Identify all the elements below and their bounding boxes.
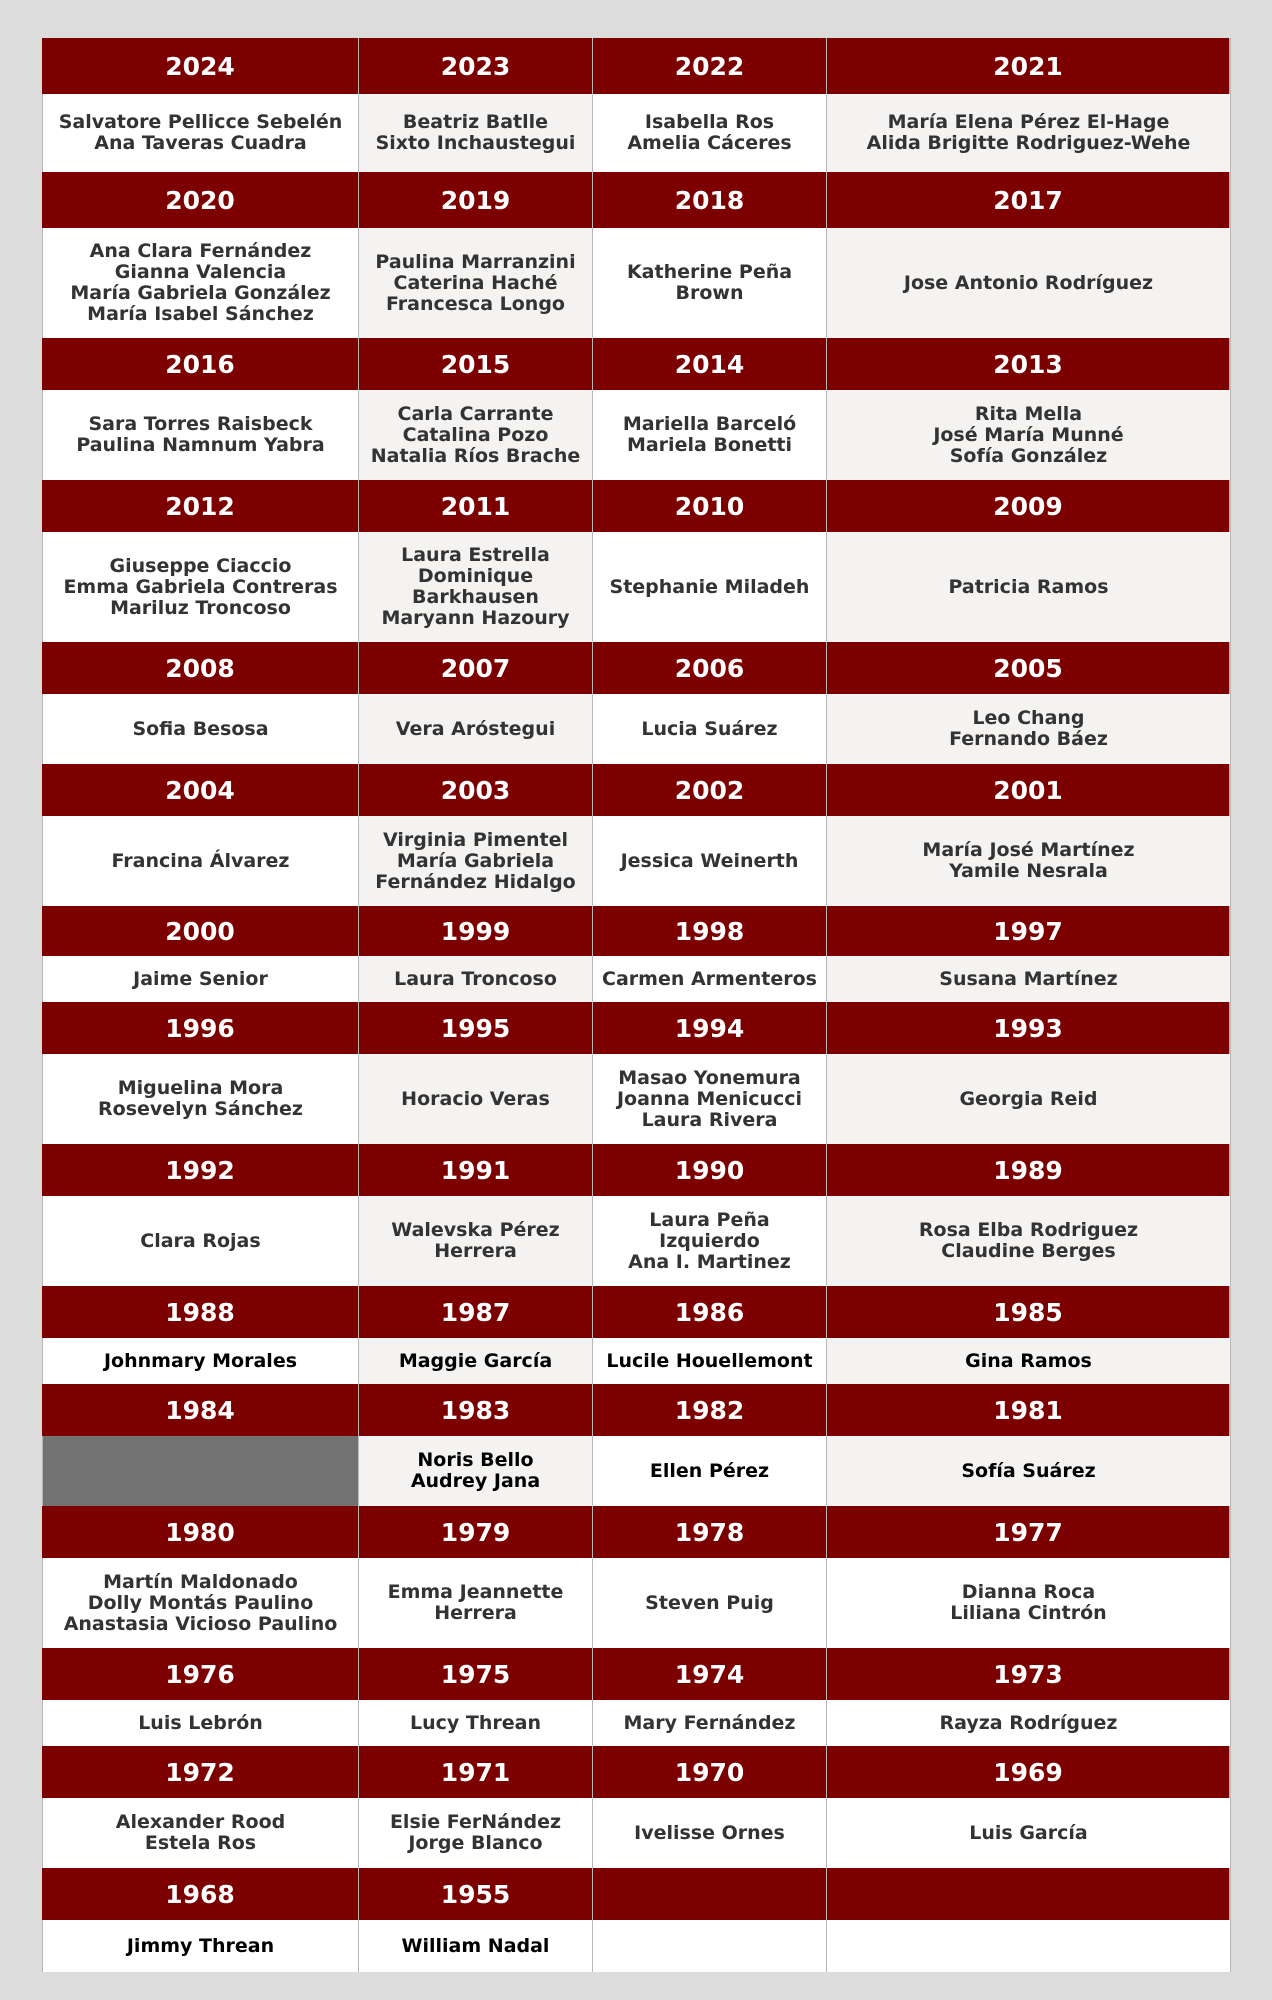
year-header: 1996 (42, 1002, 359, 1054)
year-header: 1979 (359, 1506, 593, 1558)
laureate-names-cell: Giuseppe Ciaccio Emma Gabriela Contreras Mariluz Troncoso (42, 532, 359, 642)
laureate-names-cell: Jimmy Threan (42, 1920, 359, 1972)
year-header: 1985 (827, 1286, 1230, 1338)
year-header (593, 1868, 827, 1920)
year-header: 1972 (42, 1746, 359, 1798)
laureate-names-cell (42, 1436, 359, 1506)
year-header: 2000 (42, 906, 359, 956)
year-header: 1990 (593, 1144, 827, 1196)
laureate-names-cell: Maggie García (359, 1338, 593, 1384)
year-header: 1995 (359, 1002, 593, 1054)
year-header: 1987 (359, 1286, 593, 1338)
laureate-names-cell: Johnmary Morales (42, 1338, 359, 1384)
laureate-names-cell: Elsie FerNández Jorge Blanco (359, 1798, 593, 1868)
laureate-names-cell: Sofía Suárez (827, 1436, 1230, 1506)
year-header: 1976 (42, 1648, 359, 1700)
year-header: 2021 (827, 38, 1230, 94)
laureate-names-cell: Horacio Veras (359, 1054, 593, 1144)
laureate-names-cell: Stephanie Miladeh (593, 532, 827, 642)
laureate-names-cell: Walevska Pérez Herrera (359, 1196, 593, 1286)
laureate-names-cell: Dianna Roca Liliana Cintrón (827, 1558, 1230, 1648)
laureate-names-cell: Luis García (827, 1798, 1230, 1868)
laureate-names-cell: Georgia Reid (827, 1054, 1230, 1144)
year-header: 2018 (593, 172, 827, 228)
laureate-names-cell: Rita Mella José María Munné Sofía González (827, 390, 1230, 480)
year-header: 1978 (593, 1506, 827, 1558)
year-header: 1986 (593, 1286, 827, 1338)
year-header: 1984 (42, 1384, 359, 1436)
year-header: 1999 (359, 906, 593, 956)
year-header: 2003 (359, 764, 593, 816)
laureate-names-cell: Ivelisse Ornes (593, 1798, 827, 1868)
laureate-names-cell: Alexander Rood Estela Ros (42, 1798, 359, 1868)
laureates-table (42, 38, 1231, 1972)
laureate-names-cell: Clara Rojas (42, 1196, 359, 1286)
laureate-names-cell: Jessica Weinerth (593, 816, 827, 906)
laureate-names-cell: Luis Lebrón (42, 1700, 359, 1746)
year-header: 1977 (827, 1506, 1230, 1558)
year-header: 2002 (593, 764, 827, 816)
laureate-names-cell: Rosa Elba Rodriguez Claudine Berges (827, 1196, 1230, 1286)
laureate-names-cell: Paulina Marranzini Caterina Haché Francesca Longo (359, 228, 593, 338)
year-header: 1980 (42, 1506, 359, 1558)
year-header: 2009 (827, 480, 1230, 532)
year-header: 1975 (359, 1648, 593, 1700)
laureate-names-cell: Ellen Pérez (593, 1436, 827, 1506)
laureate-names-cell: Emma Jeannette Herrera (359, 1558, 593, 1648)
laureate-names-cell: Sofia Besosa (42, 694, 359, 764)
year-header: 1968 (42, 1868, 359, 1920)
year-header: 2024 (42, 38, 359, 94)
laureate-names-cell: Katherine Peña Brown (593, 228, 827, 338)
laureate-names-cell: Mary Fernández (593, 1700, 827, 1746)
laureate-names-cell: Rayza Rodríguez (827, 1700, 1230, 1746)
year-header: 2012 (42, 480, 359, 532)
year-header: 1969 (827, 1746, 1230, 1798)
laureate-names-cell: Jose Antonio Rodríguez (827, 228, 1230, 338)
year-header: 2011 (359, 480, 593, 532)
laureate-names-cell: Steven Puig (593, 1558, 827, 1648)
year-header: 1991 (359, 1144, 593, 1196)
year-header: 1997 (827, 906, 1230, 956)
year-header: 1974 (593, 1648, 827, 1700)
laureate-names-cell: Laura Peña Izquierdo Ana I. Martinez (593, 1196, 827, 1286)
laureate-names-cell: Leo Chang Fernando Báez (827, 694, 1230, 764)
year-header: 2019 (359, 172, 593, 228)
year-header: 2007 (359, 642, 593, 694)
laureate-names-cell: Laura Troncoso (359, 956, 593, 1002)
year-header: 1993 (827, 1002, 1230, 1054)
year-header: 2006 (593, 642, 827, 694)
year-header: 1981 (827, 1384, 1230, 1436)
year-header (827, 1868, 1230, 1920)
year-header: 2016 (42, 338, 359, 390)
laureate-names-cell: William Nadal (359, 1920, 593, 1972)
year-header: 1992 (42, 1144, 359, 1196)
year-header: 2023 (359, 38, 593, 94)
laureate-names-cell: Noris Bello Audrey Jana (359, 1436, 593, 1506)
laureate-names-cell: Jaime Senior (42, 956, 359, 1002)
laureate-names-cell: Vera Aróstegui (359, 694, 593, 764)
laureate-names-cell: María Elena Pérez El-Hage Alida Brigitte Rodriguez-Wehe (827, 94, 1230, 172)
laureate-names-cell: Ana Clara Fernández Gianna Valencia María Gabriela González María Isabel Sánchez (42, 228, 359, 338)
year-header: 2005 (827, 642, 1230, 694)
laureate-names-cell: Masao Yonemura Joanna Menicucci Laura Rivera (593, 1054, 827, 1144)
year-header: 1982 (593, 1384, 827, 1436)
year-header: 2014 (593, 338, 827, 390)
year-header: 2004 (42, 764, 359, 816)
year-header: 2008 (42, 642, 359, 694)
laureate-names-cell: María José Martínez Yamile Nesrala (827, 816, 1230, 906)
laureate-names-cell: Sara Torres Raisbeck Paulina Namnum Yabra (42, 390, 359, 480)
year-header: 2020 (42, 172, 359, 228)
year-header: 1971 (359, 1746, 593, 1798)
laureate-names-cell: Salvatore Pellicce Sebelén Ana Taveras Cuadra (42, 94, 359, 172)
laureate-names-cell: Susana Martínez (827, 956, 1230, 1002)
year-header: 2010 (593, 480, 827, 532)
year-header: 1988 (42, 1286, 359, 1338)
laureate-names-cell: Miguelina Mora Rosevelyn Sánchez (42, 1054, 359, 1144)
year-header: 1983 (359, 1384, 593, 1436)
laureate-names-cell: Lucile Houellemont (593, 1338, 827, 1384)
laureate-names-cell: Gina Ramos (827, 1338, 1230, 1384)
laureate-names-cell: Laura Estrella Dominique Barkhausen Maryann Hazoury (359, 532, 593, 642)
year-header: 1973 (827, 1648, 1230, 1700)
year-header: 1994 (593, 1002, 827, 1054)
laureate-names-cell: Mariella Barceló Mariela Bonetti (593, 390, 827, 480)
laureate-names-cell: Francina Álvarez (42, 816, 359, 906)
year-header: 1989 (827, 1144, 1230, 1196)
year-header: 2013 (827, 338, 1230, 390)
year-header: 1955 (359, 1868, 593, 1920)
laureate-names-cell: Lucy Threan (359, 1700, 593, 1746)
laureate-names-cell: Carla Carrante Catalina Pozo Natalia Ríos Brache (359, 390, 593, 480)
laureate-names-cell: Beatriz Batlle Sixto Inchaustegui (359, 94, 593, 172)
year-header: 2015 (359, 338, 593, 390)
year-header: 2022 (593, 38, 827, 94)
laureate-names-cell: Martín Maldonado Dolly Montás Paulino Anastasia Vicioso Paulino (42, 1558, 359, 1648)
laureate-names-cell: Lucia Suárez (593, 694, 827, 764)
year-header: 1970 (593, 1746, 827, 1798)
laureate-names-cell (593, 1920, 827, 1972)
laureate-names-cell: Patricia Ramos (827, 532, 1230, 642)
laureate-names-cell: Virginia Pimentel María Gabriela Fernández Hidalgo (359, 816, 593, 906)
laureate-names-cell (827, 1920, 1230, 1972)
year-header: 1998 (593, 906, 827, 956)
year-header: 2017 (827, 172, 1230, 228)
laureate-names-cell: Carmen Armenteros (593, 956, 827, 1002)
year-header: 2001 (827, 764, 1230, 816)
laureate-names-cell: Isabella Ros Amelia Cáceres (593, 94, 827, 172)
